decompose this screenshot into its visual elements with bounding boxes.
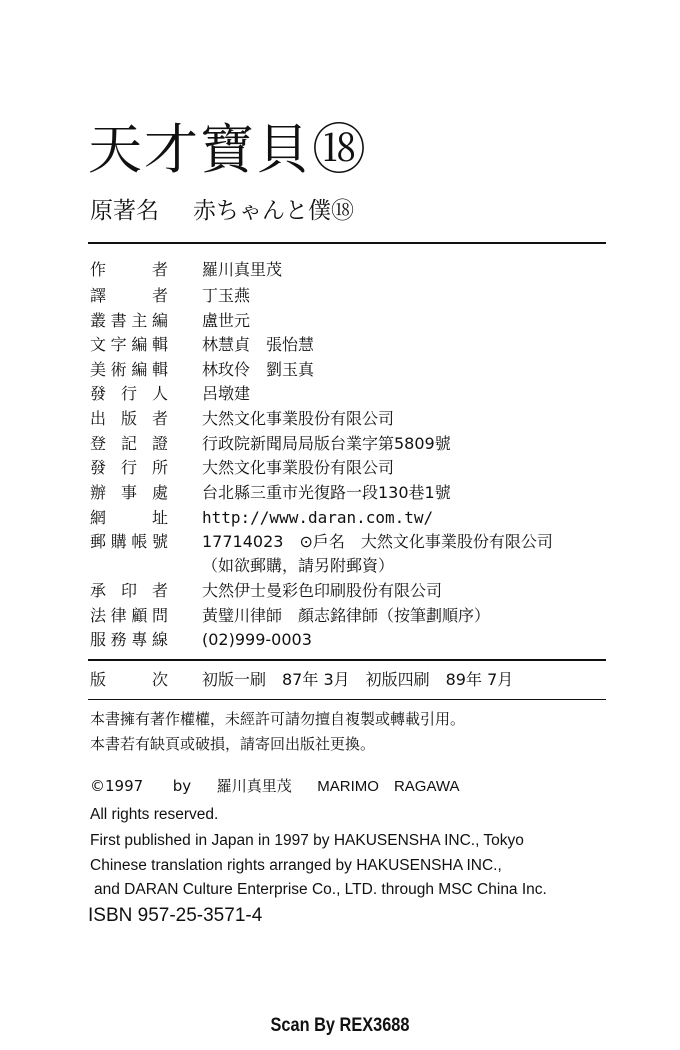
credit-label: 服務專線 [90,630,168,649]
credit-label: 郵購帳號 [90,532,168,551]
original-title [90,196,354,226]
divider-middle [88,659,606,661]
credit-label: 出版者 [90,409,168,428]
credit-label: 叢書主編 [90,311,168,330]
edition-label: 版 次 [90,670,168,689]
credit-value: (02)999-0003 [202,630,312,649]
credit-value: 大然文化事業股份有限公司 [202,409,395,428]
credit-value: 大然伊士曼彩色印刷股份有限公司 [202,581,443,600]
credit-value: 羅川真里茂 [202,260,283,279]
copyright-line [90,775,460,798]
credit-value: 林玫伶 劉玉真 [202,360,315,379]
credit-label: 承印者 [90,581,168,600]
credit-label: 發行所 [90,458,168,477]
divider-bottom [88,699,606,700]
credit-value: 行政院新聞局局版台業字第5809號 [202,434,451,453]
credit-label: 文字編輯 [90,335,168,354]
credit-value: （如欲郵購，請另附郵資） [202,556,395,575]
credit-value: 呂墩建 [202,384,251,403]
rights-line: All rights reserved. [90,806,219,823]
scan-credit: Scan By REX3688 [270,1015,410,1036]
credit-label: 法律顧問 [90,606,168,625]
rights-line: and DARAN Culture Enterprise Co., LTD. through MSC China Inc. [94,881,547,898]
original-title-label: 原著名 [90,198,159,224]
credit-value: 黃璧川律師 顏志銘律師（按筆劃順序） [202,606,491,625]
credit-label: 發行人 [90,384,168,403]
original-title-value: 赤ちゃんと僕⑱ [193,198,354,224]
credit-label: 美術編輯 [90,360,168,379]
book-title: 天才寶貝⑱ [88,118,368,181]
credit-value: 丁玉燕 [202,286,251,305]
credit-value: 台北縣三重市光復路一段130巷1號 [202,483,451,502]
replacement-notice: 本書若有缺頁或破損，請寄回出版社更換。 [90,735,376,753]
credit-label: 譯 者 [90,286,168,305]
edition-row [90,668,610,692]
copyright-author-en: MARIMO RAGAWA [317,778,460,795]
credit-label: 登記證 [90,434,168,453]
copyright-author-cn: 羅川真里茂 [216,777,292,795]
isbn: ISBN 957-25-3571-4 [88,905,263,926]
copyright-year: ©1997 [90,777,144,795]
rights-line: First published in Japan in 1997 by HAKUSENSHA INC., Tokyo [90,832,524,849]
credit-label: 網 址 [90,508,168,527]
credit-value: 大然文化事業股份有限公司 [202,458,395,477]
credit-value: 盧世元 [202,311,251,330]
credit-label: 作 者 [90,260,168,279]
rights-line: Chinese translation rights arranged by HAKUSENSHA INC., [90,857,502,874]
website-link[interactable]: http://www.daran.com.tw/ [202,508,434,527]
credit-label: 辦事處 [90,483,168,502]
divider-top [88,242,606,244]
copyright-by: by [172,777,192,795]
edition-value: 初版一刷 87年 3月 初版四刷 89年 7月 [202,670,514,689]
credit-value: 17714023 ⊙戶名 大然文化事業股份有限公司 [202,532,553,551]
credit-value: 林慧貞 張怡慧 [202,335,315,354]
copyright-notice: 本書擁有著作權權，未經許可請勿擅自複製或轉載引用。 [90,710,466,728]
